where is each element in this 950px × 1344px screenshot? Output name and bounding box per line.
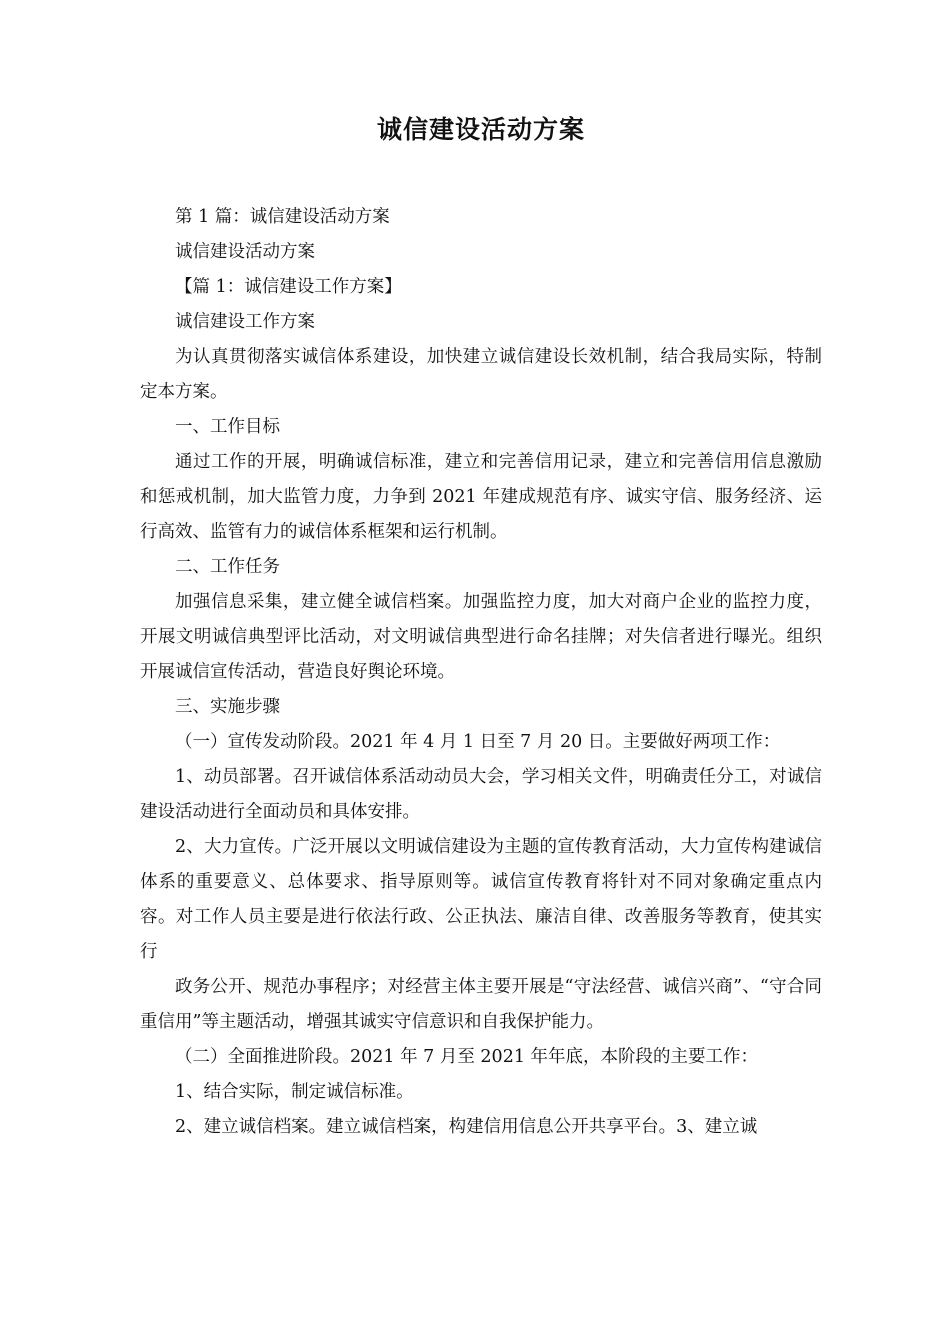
paragraph-stage-two: （二）全面推进阶段。2021 年 7 月至 2021 年年底，本阶段的主要工作： xyxy=(175,1047,759,1067)
paragraph-heading-tasks: 二、工作任务 xyxy=(175,557,280,577)
paragraph-intro: 为认真贯彻落实诚信体系建设，加快建立诚信建设长效机制，结合我局实际，特制定本方案。 xyxy=(140,347,822,402)
paragraph-heading-steps: 三、实施步骤 xyxy=(175,697,280,717)
paragraph-chapter-heading: 第 1 篇：诚信建设活动方案 xyxy=(175,207,390,227)
paragraph-archives: 2、建立诚信档案。建立诚信档案，构建信用信息公开共享平台。3、建立诚 xyxy=(175,1117,758,1137)
paragraph-tasks: 加强信息采集，建立健全诚信档案。加强监控力度，加大对商户企业的监控力度，开展文明诚信典型评比活动，对文明诚信典型进行命名挂牌；对失信者进行曝光。组织开展诚信宣传活动，营造良好舆论环境。 xyxy=(140,592,822,682)
paragraph-publicity-continued: 政务公开、规范办事程序；对经营主体主要开展是“守法经营、诚信兴商”、“守合同重信用”等主题活动，增强其诚实守信意识和自我保护能力。 xyxy=(140,977,822,1032)
paragraph-section-heading: 【篇 1：诚信建设工作方案】 xyxy=(175,277,402,297)
paragraph-plan-title: 诚信建设活动方案 xyxy=(175,242,315,262)
paragraph-mobilization: 1、动员部署。召开诚信体系活动动员大会，学习相关文件，明确责任分工，对诚信建设活动进行全面动员和具体安排。 xyxy=(140,767,822,822)
paragraph-heading-goals: 一、工作目标 xyxy=(175,417,280,437)
paragraph-work-plan-title: 诚信建设工作方案 xyxy=(175,312,315,332)
paragraph-publicity: 2、大力宣传。广泛开展以文明诚信建设为主题的宣传教育活动，大力宣传构建诚信体系的重要意义、总体要求、指导原则等。诚信宣传教育将针对不同对象确定重点内容。对工作人员主要是进行依法行政、公正执法、廉洁自律、改善服务等教育，使其实行 xyxy=(140,837,822,962)
paragraph-standards: 1、结合实际，制定诚信标准。 xyxy=(175,1082,414,1102)
paragraph-goals: 通过工作的开展，明确诚信标准，建立和完善信用记录，建立和完善信用信息激励和惩戒机制，加大监管力度，力争到 2021 年建成规范有序、诚实守信、服务经济、运行高效、监管有力的诚信体系框架和运行机制。 xyxy=(140,452,822,542)
document-title: 诚信建设活动方案 xyxy=(376,115,585,144)
paragraph-stage-one: （一）宣传发动阶段。2021 年 4 月 1 日至 7 月 20 日。主要做好两项工作： xyxy=(175,732,781,752)
document-body xyxy=(140,200,822,1145)
